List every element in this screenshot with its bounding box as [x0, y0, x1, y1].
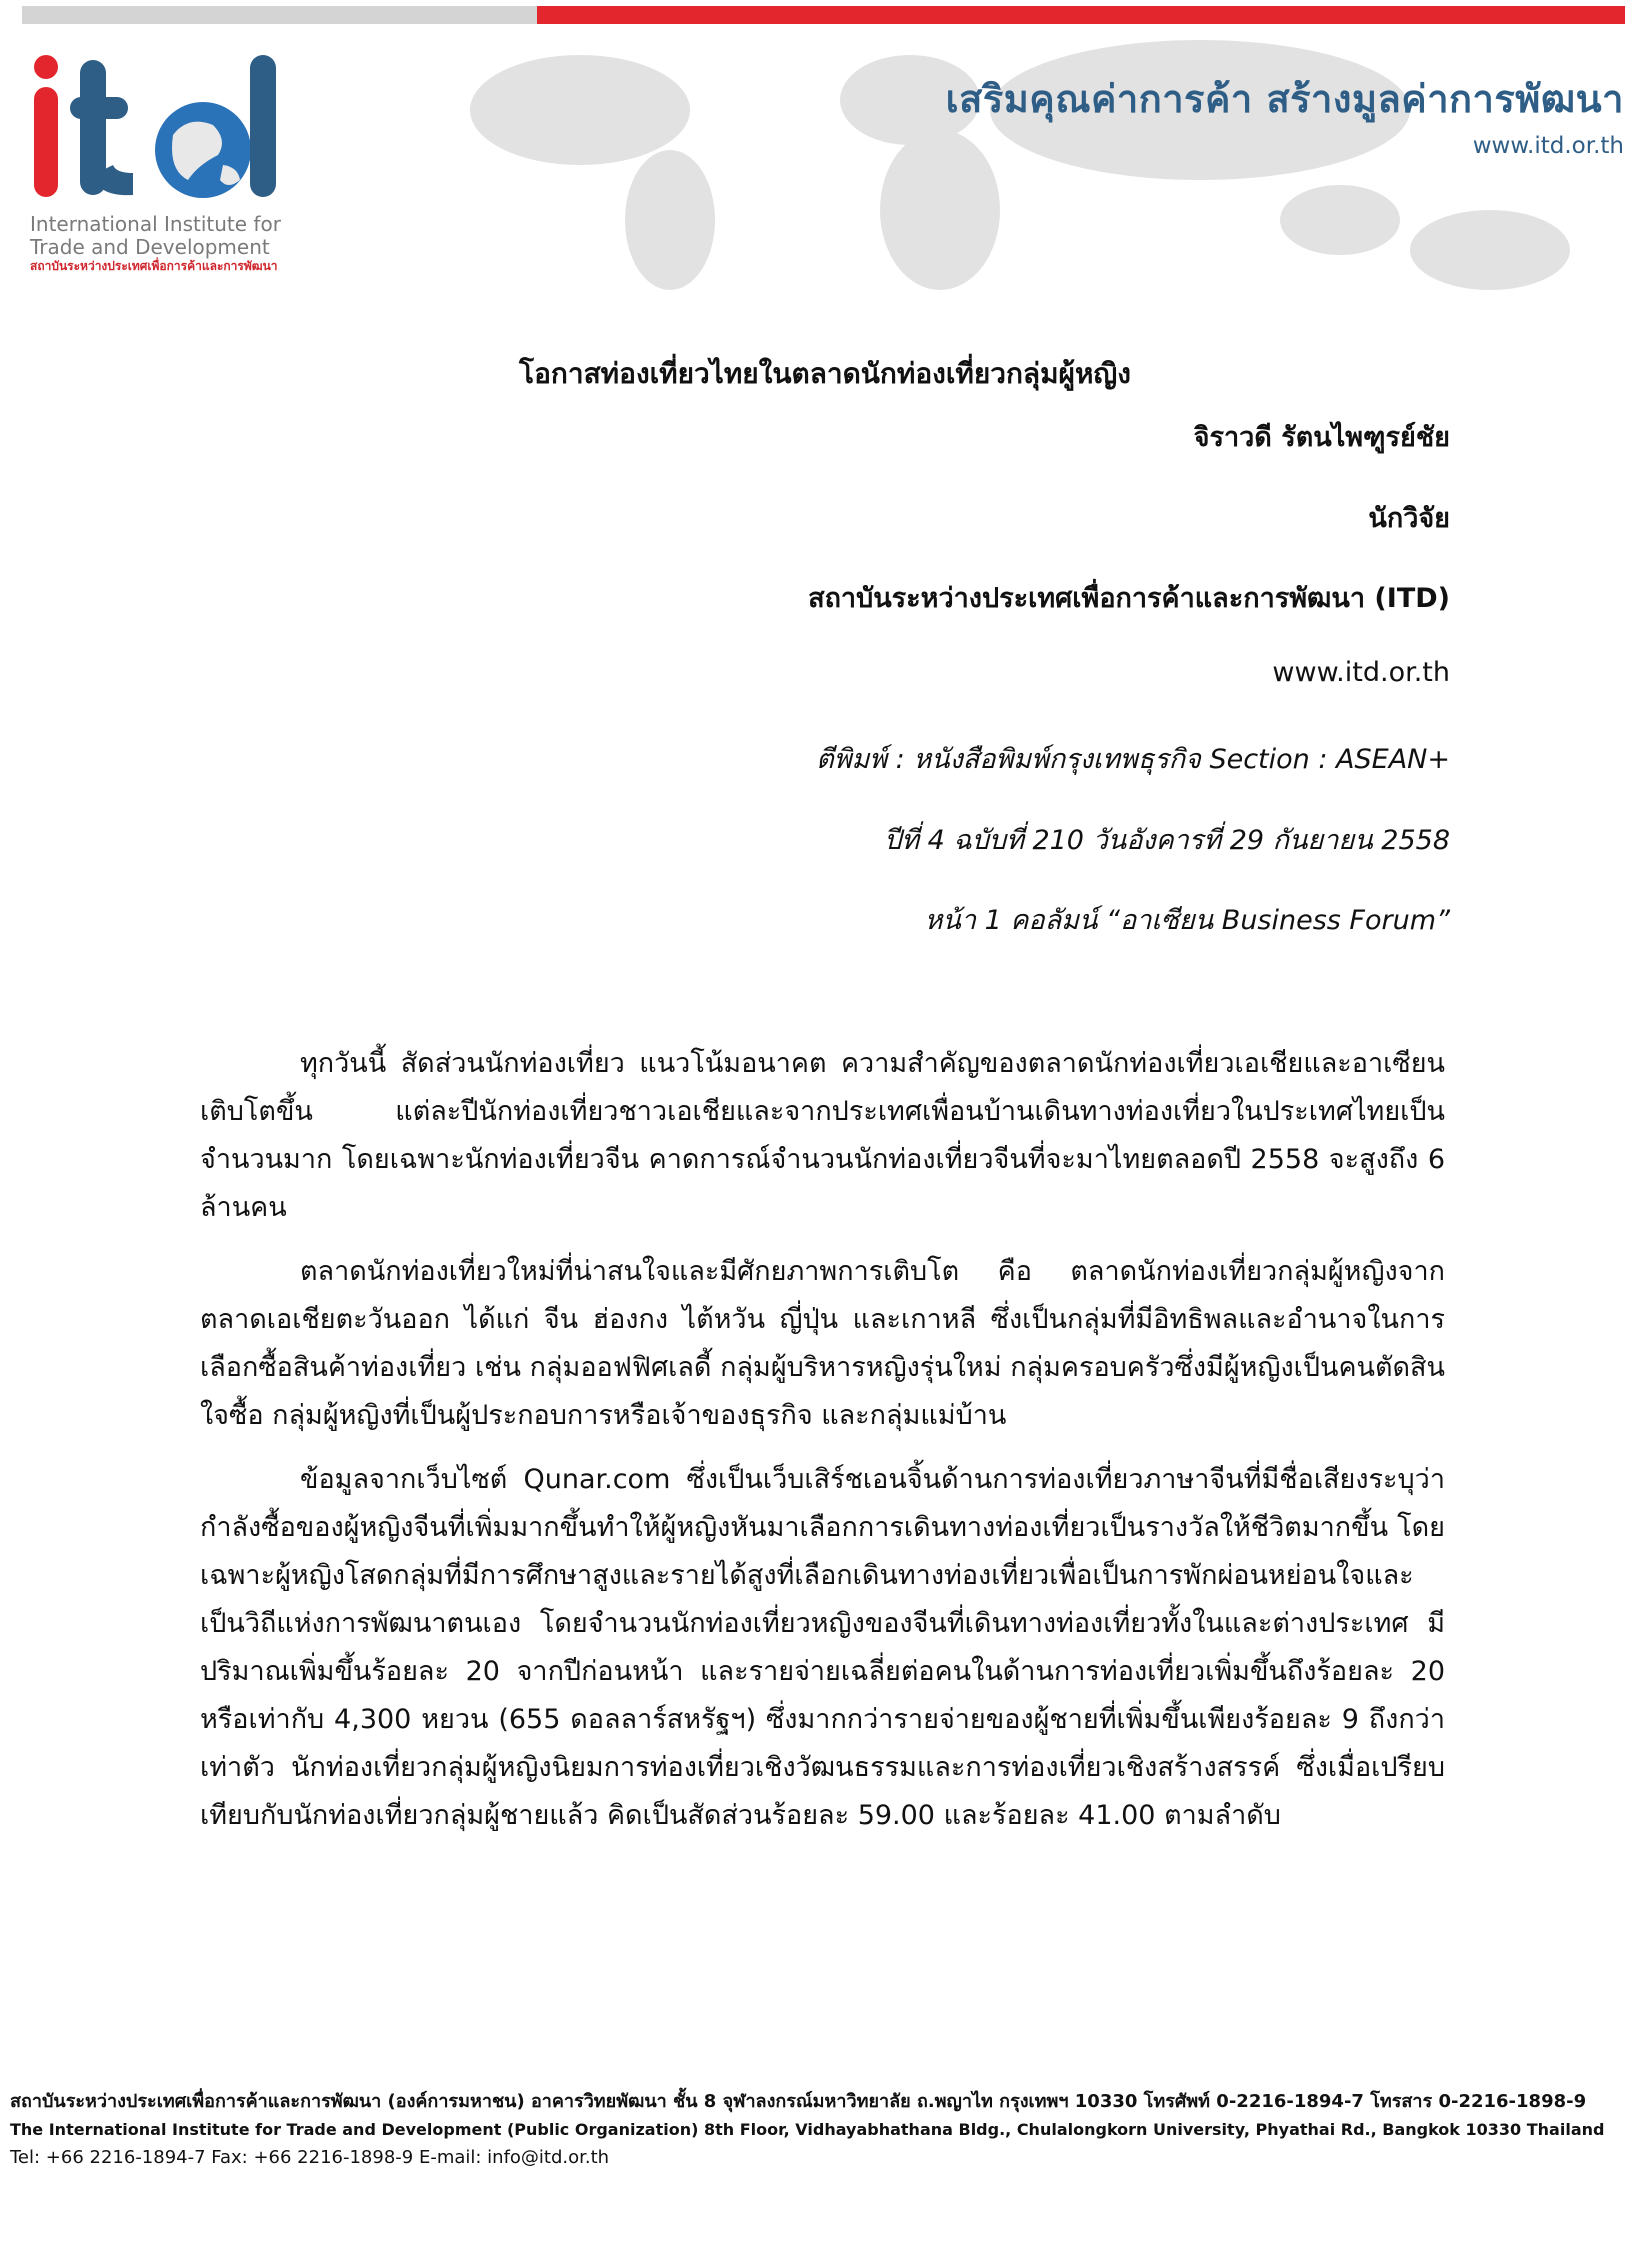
footer-address-thai: สถาบันระหว่างประเทศเพื่อการค้าและการพัฒนา (องค์การมหาชน) อาคารวิทยพัฒนา ชั้น 8 จุฬาลงกรณ์มหาวิทยาลัย ถ.พญาไท กรุงเทพฯ 10330 โทรศัพท์ 0-2216-1894-7 โทรสาร 0-2216-1898-9	[10, 2091, 1587, 2112]
publication-source: ตีพิมพ์ : หนังสือพิมพ์กรุงเทพธุรกิจ Section : ASEAN+	[816, 744, 1450, 775]
footer-address-english: The International Institute for Trade and Development (Public Organization) 8th Floor, Vidhayabhathana Bldg., Chulalongkorn University, Phyathai Rd., Bangkok 10330 Thailand	[10, 2120, 1605, 2139]
paragraph: ตลาดนักท่องเที่ยวใหม่ที่น่าสนใจและมีศักยภาพการเติบโต คือ ตลาดนักท่องเที่ยวกลุ่มผู้หญิงจากตลาดเอเชียตะวันออก ได้แก่ จีน ฮ่องกง ไต้หวัน ญี่ปุ่น และเกาหลี ซึ่งเป็นกลุ่มที่มีอิทธิพลและอำนาจในการเลือกซื้อสินค้าท่องเที่ยว เช่น กลุ่มออฟฟิศเลดี้ กลุ่มผู้บริหารหญิงรุ่นใหม่ กลุ่มครอบครัวซึ่งมีผู้หญิงเป็นคนตัดสินใจซื้อ กลุ่มผู้หญิงที่เป็นผู้ประกอบการหรือเจ้าของธุรกิจ และกลุ่มแม่บ้าน	[200, 1256, 1445, 1431]
article-title: โอกาสท่องเที่ยวไทยในตลาดนักท่องเที่ยวกลุ่มผู้หญิง	[519, 357, 1131, 390]
article-body	[200, 1040, 1445, 1856]
footer-contact: Tel: +66 2216-1894-7 Fax: +66 2216-1898-9 E-mail: info@itd.or.th	[10, 2147, 610, 2168]
author-name: จิราวดี รัตนไพฑูรย์ชัย	[1193, 422, 1450, 453]
header-url: www.itd.or.th	[1472, 133, 1624, 159]
author-position: นักวิจัย	[1368, 503, 1450, 534]
logo-caption-thai: สถาบันระหว่างประเทศเพื่อการค้าและการพัฒนา	[30, 259, 278, 273]
institute-website: www.itd.or.th	[1272, 657, 1450, 688]
paragraph: ทุกวันนี้ สัดส่วนนักท่องเที่ยว แนวโน้มอนาคต ความสำคัญของตลาดนักท่องเที่ยวเอเชียและอาเซียนเติบโตขึ้น แต่ละปีนักท่องเที่ยวชาวเอเชียและจากประเทศเพื่อนบ้านเดินทางท่องเที่ยวในประเทศไทยเป็นจำนวนมาก โดยเฉพาะนักท่องเที่ยวจีน คาดการณ์จำนวนนักท่องเที่ยวจีนที่จะมาไทยตลอดปี 2558 จะสูงถึง 6 ล้านคน	[200, 1048, 1445, 1223]
itd-logo	[28, 55, 298, 285]
world-map-watermark	[440, 20, 1640, 300]
logo-caption-line2: Trade and Development	[30, 235, 270, 259]
page-footer	[10, 2088, 1635, 2172]
author-institute: สถาบันระหว่างประเทศเพื่อการค้าและการพัฒนา (ITD)	[808, 583, 1450, 614]
slogan-text: เสริมคุณค่าการค้า สร้างมูลค่าการพัฒนา	[945, 77, 1624, 121]
logo-caption-line1: International Institute for	[30, 212, 281, 236]
publication-issue: ปีที่ 4 ฉบับที่ 210 วันอังคารที่ 29 กันยายน 2558	[884, 825, 1450, 856]
itd-logo-mark	[28, 55, 288, 205]
publication-column: หน้า 1 คอลัมน์ “อาเซียน Business Forum”	[924, 905, 1450, 936]
header-slogan	[946, 68, 1624, 159]
paragraph: ข้อมูลจากเว็บไซต์ Qunar.com ซึ่งเป็นเว็บเสิร์ชเอนจิ้นด้านการท่องเที่ยวภาษาจีนที่มีชื่อเสียงระบุว่า กำลังซื้อของผู้หญิงจีนที่เพิ่มมากขึ้นทำให้ผู้หญิงหันมาเลือกการเดินทางท่องเที่ยวเป็นรางวัลให้ชีวิตมากขึ้น โดยเฉพาะผู้หญิงโสดกลุ่มที่มีการศึกษาสูงและรายได้สูงที่เลือกเดินทางท่องเที่ยวเพื่อเป็นการพักผ่อนหย่อนใจและเป็นวิถีแห่งการพัฒนาตนเอง โดยจำนวนนักท่องเที่ยวหญิงของจีนที่เดินทางท่องเที่ยวทั้งในและต่างประเทศ มีปริมาณเพิ่มขึ้นร้อยละ 20 จากปีก่อนหน้า และรายจ่ายเฉลี่ยต่อคนในด้านการท่องเที่ยวเพิ่มขึ้นถึงร้อยละ 20 หรือเท่ากับ 4,300 หยวน (655 ดอลลาร์สหรัฐฯ) ซึ่งมากกว่ารายจ่ายของผู้ชายที่เพิ่มขึ้นเพียงร้อยละ 9 ถึงกว่าเท่าตัว นักท่องเที่ยวกลุ่มผู้หญิงนิยมการท่องเที่ยวเชิงวัฒนธรรมและการท่องเที่ยวเชิงสร้างสรรค์ ซึ่งเมื่อเปรียบเทียบกับนักท่องเที่ยวกลุ่มผู้ชายแล้ว คิดเป็นสัดส่วนร้อยละ 59.00 และร้อยละ 41.00 ตามลำดับ	[200, 1464, 1445, 1831]
